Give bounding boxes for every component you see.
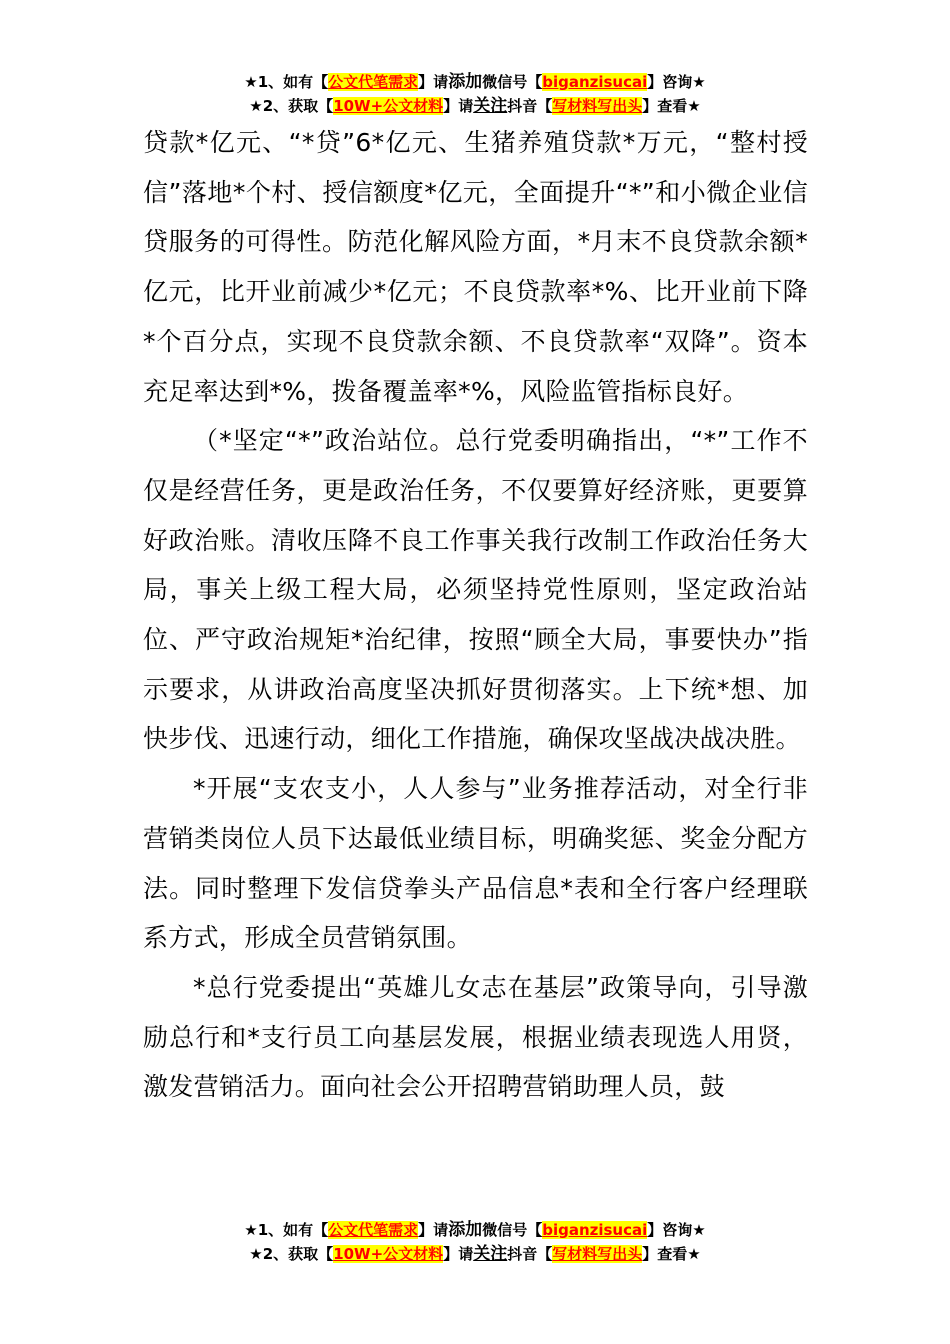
banner-text: ★1、如有【 [244, 1221, 329, 1239]
banner-text: 】请 [418, 73, 449, 91]
banner-highlight: 写材料写出头 [552, 1245, 643, 1263]
banner-line-2 [0, 1242, 950, 1266]
banner-highlight: 公文代笔需求 [328, 1221, 419, 1239]
banner-emphasis: 添加 [448, 1220, 483, 1240]
footer-banner [0, 1218, 950, 1266]
banner-highlight: biganzisucai [542, 73, 648, 91]
banner-text: 微信号【 [482, 1221, 543, 1239]
banner-highlight: 10W+公文材料 [333, 97, 444, 115]
banner-highlight: 10W+公文材料 [333, 1245, 444, 1263]
banner-text: ★2、获取【 [249, 97, 334, 115]
banner-text: 】查看★ [642, 1245, 701, 1263]
banner-text: 】请 [418, 1221, 449, 1239]
banner-emphasis: 添加 [448, 72, 483, 92]
banner-line-1 [0, 70, 950, 94]
banner-text: 】咨询★ [647, 73, 706, 91]
paragraph: *总行党委提出“英雄儿女志在基层”政策导向，引导激励总行和*支行员工向基层发展，根据业绩表现选人用贤，激发营销活力。面向社会公开招聘营销助理人员，鼓 [143, 972, 808, 1102]
banner-text: ★2、获取【 [249, 1245, 334, 1263]
banner-highlight: 公文代笔需求 [328, 73, 419, 91]
banner-emphasis: 关注 [473, 1244, 508, 1264]
paragraph: 贷款*亿元、“*贷”6*亿元、生猪养殖贷款*万元，“整村授信”落地*个村、授信额度*亿元，全面提升“*”和小微企业信贷服务的可得性。防范化解风险方面，*月末不良贷款余额*亿元，比开业前减少*亿元；不良贷款率*%、比开业前下降*个百分点，实现不良贷款余额、不良贷款率“双降”。资本充足率达到*%，拨备覆盖率*%，风险监管指标良好。 [143, 128, 808, 406]
banner-text: 】请 [443, 1245, 474, 1263]
banner-text: 微信号【 [482, 73, 543, 91]
banner-line-1 [0, 1218, 950, 1242]
banner-line-2 [0, 94, 950, 118]
document-body [143, 118, 808, 1112]
paragraph: *开展“支农支小，人人参与”业务推荐活动，对全行非营销类岗位人员下达最低业绩目标，明确奖惩、奖金分配方法。同时整理下发信贷拳头产品信息*表和全行客户经理联系方式，形成全员营销氛围。 [143, 774, 808, 953]
banner-text: 抖音【 [507, 1245, 553, 1263]
header-banner [0, 70, 950, 118]
banner-text: 】请 [443, 97, 474, 115]
banner-text: 】咨询★ [647, 1221, 706, 1239]
banner-text: ★1、如有【 [244, 73, 329, 91]
banner-emphasis: 关注 [473, 96, 508, 116]
banner-highlight: 写材料写出头 [552, 97, 643, 115]
banner-text: 抖音【 [507, 97, 553, 115]
banner-text: 】查看★ [642, 97, 701, 115]
banner-highlight: biganzisucai [542, 1221, 648, 1239]
paragraph: （*坚定“*”政治站位。总行党委明确指出，“*”工作不仅是经营任务，更是政治任务，不仅要算好经济账，更要算好政治账。清收压降不良工作事关我行改制工作政治任务大局，事关上级工程大局，必须坚持党性原则，坚定政治站位、严守政治规矩*治纪律，按照“顾全大局，事要快办”指示要求，从讲政治高度坚决抓好贯彻落实。上下统*想、加快步伐、迅速行动，细化工作措施，确保攻坚战决战决胜。 [143, 426, 808, 754]
